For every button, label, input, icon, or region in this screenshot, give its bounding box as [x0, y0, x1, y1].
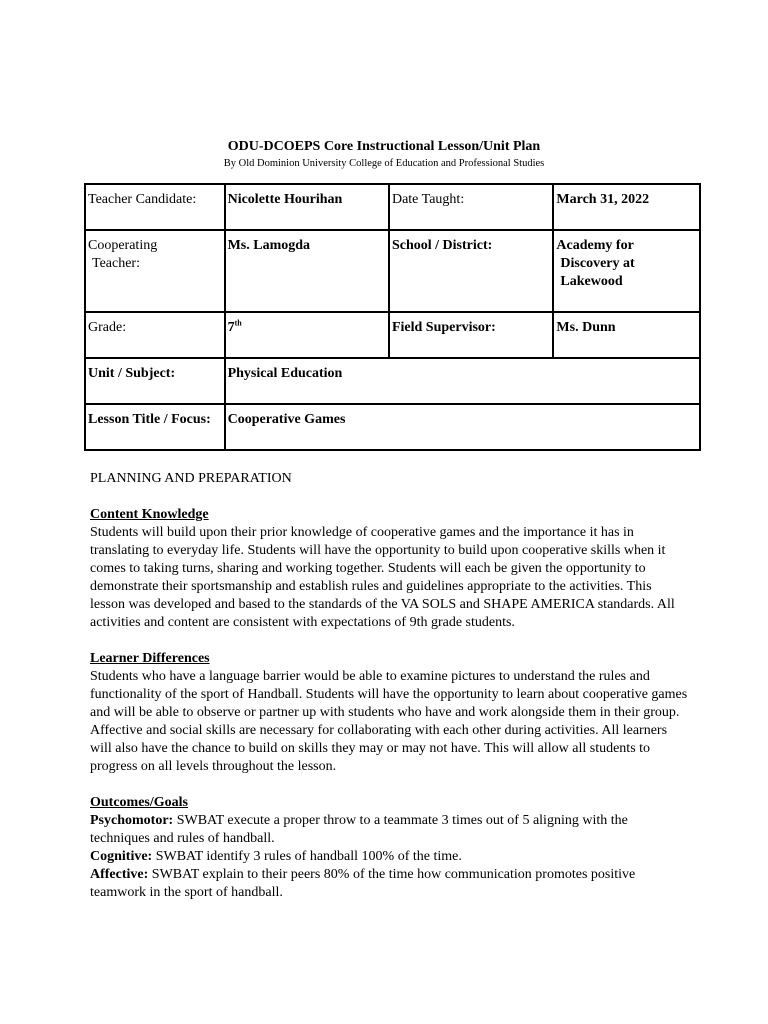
lesson-title-value: Cooperative Games: [225, 404, 700, 450]
unit-subject-value: Physical Education: [225, 358, 700, 404]
affective-label: Affective:: [90, 867, 149, 882]
unit-subject-label: Unit / Subject:: [85, 358, 225, 404]
goal-affective: [90, 866, 690, 902]
table-row: [85, 358, 700, 404]
section-heading-planning: PLANNING AND PREPARATION: [90, 471, 292, 486]
content-knowledge-heading: Content Knowledge: [90, 507, 209, 522]
lesson-info-table: [84, 183, 701, 451]
field-supervisor-label: Field Supervisor:: [389, 312, 553, 358]
date-taught-value: March 31, 2022: [553, 184, 700, 230]
table-row: [85, 312, 700, 358]
cooperating-teacher-label-line2: Teacher:: [92, 256, 140, 271]
school-district-value-line2: Discovery at: [560, 256, 635, 271]
affective-text: SWBAT explain to their peers 80% of the time how communication promotes positive teamwork in the sport of handball.: [90, 867, 636, 900]
grade-label: Grade:: [85, 312, 225, 358]
date-taught-label: Date Taught:: [389, 184, 553, 230]
document-subtitle: By Old Dominion University College of Education and Professional Studies: [223, 158, 545, 169]
cooperating-teacher-label-line1: Cooperating: [88, 238, 158, 253]
lesson-body: [90, 470, 690, 902]
outcomes-goals-heading: Outcomes/Goals: [90, 795, 188, 810]
cooperating-teacher-label: [85, 230, 225, 312]
grade-value-suffix: th: [234, 318, 242, 328]
table-row: [85, 404, 700, 450]
cognitive-label: Cognitive:: [90, 849, 153, 864]
learner-differences-heading: Learner Differences: [90, 651, 210, 666]
table-row: [85, 230, 700, 312]
grade-value-number: 7: [227, 320, 235, 335]
school-district-value-line1: Academy for: [556, 238, 634, 253]
school-district-value-line3: Lakewood: [560, 274, 623, 289]
goal-cognitive: [90, 848, 690, 866]
school-district-value: [553, 230, 700, 312]
school-district-label: School / District:: [389, 230, 553, 312]
teacher-candidate-label: Teacher Candidate:: [85, 184, 225, 230]
grade-value: [225, 312, 389, 358]
document-title: ODU-DCOEPS Core Instructional Lesson/Unit Plan: [227, 139, 541, 154]
psychomotor-text: SWBAT execute a proper throw to a teammate 3 times out of 5 aligning with the techniques and rules of handball.: [90, 813, 628, 846]
learner-differences-text: Students who have a language barrier would be able to examine pictures to understand the rules and functionality of the sport of Handball. Students will have the opportunity to learn about cooperative games and will be able to observe or partner up with students who have and work alongside them in their group. Affective and social skills are necessary for collaborating with each other during activities. All learners will also have the chance to build on skills they may or may not have. This will allow all students to progress on all levels throughout the lesson.: [90, 669, 688, 774]
cognitive-text: SWBAT identify 3 rules of handball 100% of the time.: [152, 849, 462, 864]
psychomotor-label: Psychomotor:: [90, 813, 174, 828]
field-supervisor-value: Ms. Dunn: [553, 312, 700, 358]
table-row: [85, 184, 700, 230]
lesson-title-label: Lesson Title / Focus:: [85, 404, 225, 450]
cooperating-teacher-value: Ms. Lamogda: [225, 230, 389, 312]
goal-psychomotor: [90, 812, 690, 848]
content-knowledge-text: Students will build upon their prior knowledge of cooperative games and the importance it has in translating to everyday life. Students will have the opportunity to build upon cooperative skills when it comes to taking turns, sharing and working together. Students will each be given the opportunity to demonstrate their sportsmanship and establish rules and guidelines appropriate to the activities. This lesson was developed and based to the standards of the VA SOLS and SHAPE AMERICA standards. All activities and content are consistent with expectations of 9th grade students.: [90, 525, 675, 630]
teacher-candidate-value: Nicolette Hourihan: [225, 184, 389, 230]
